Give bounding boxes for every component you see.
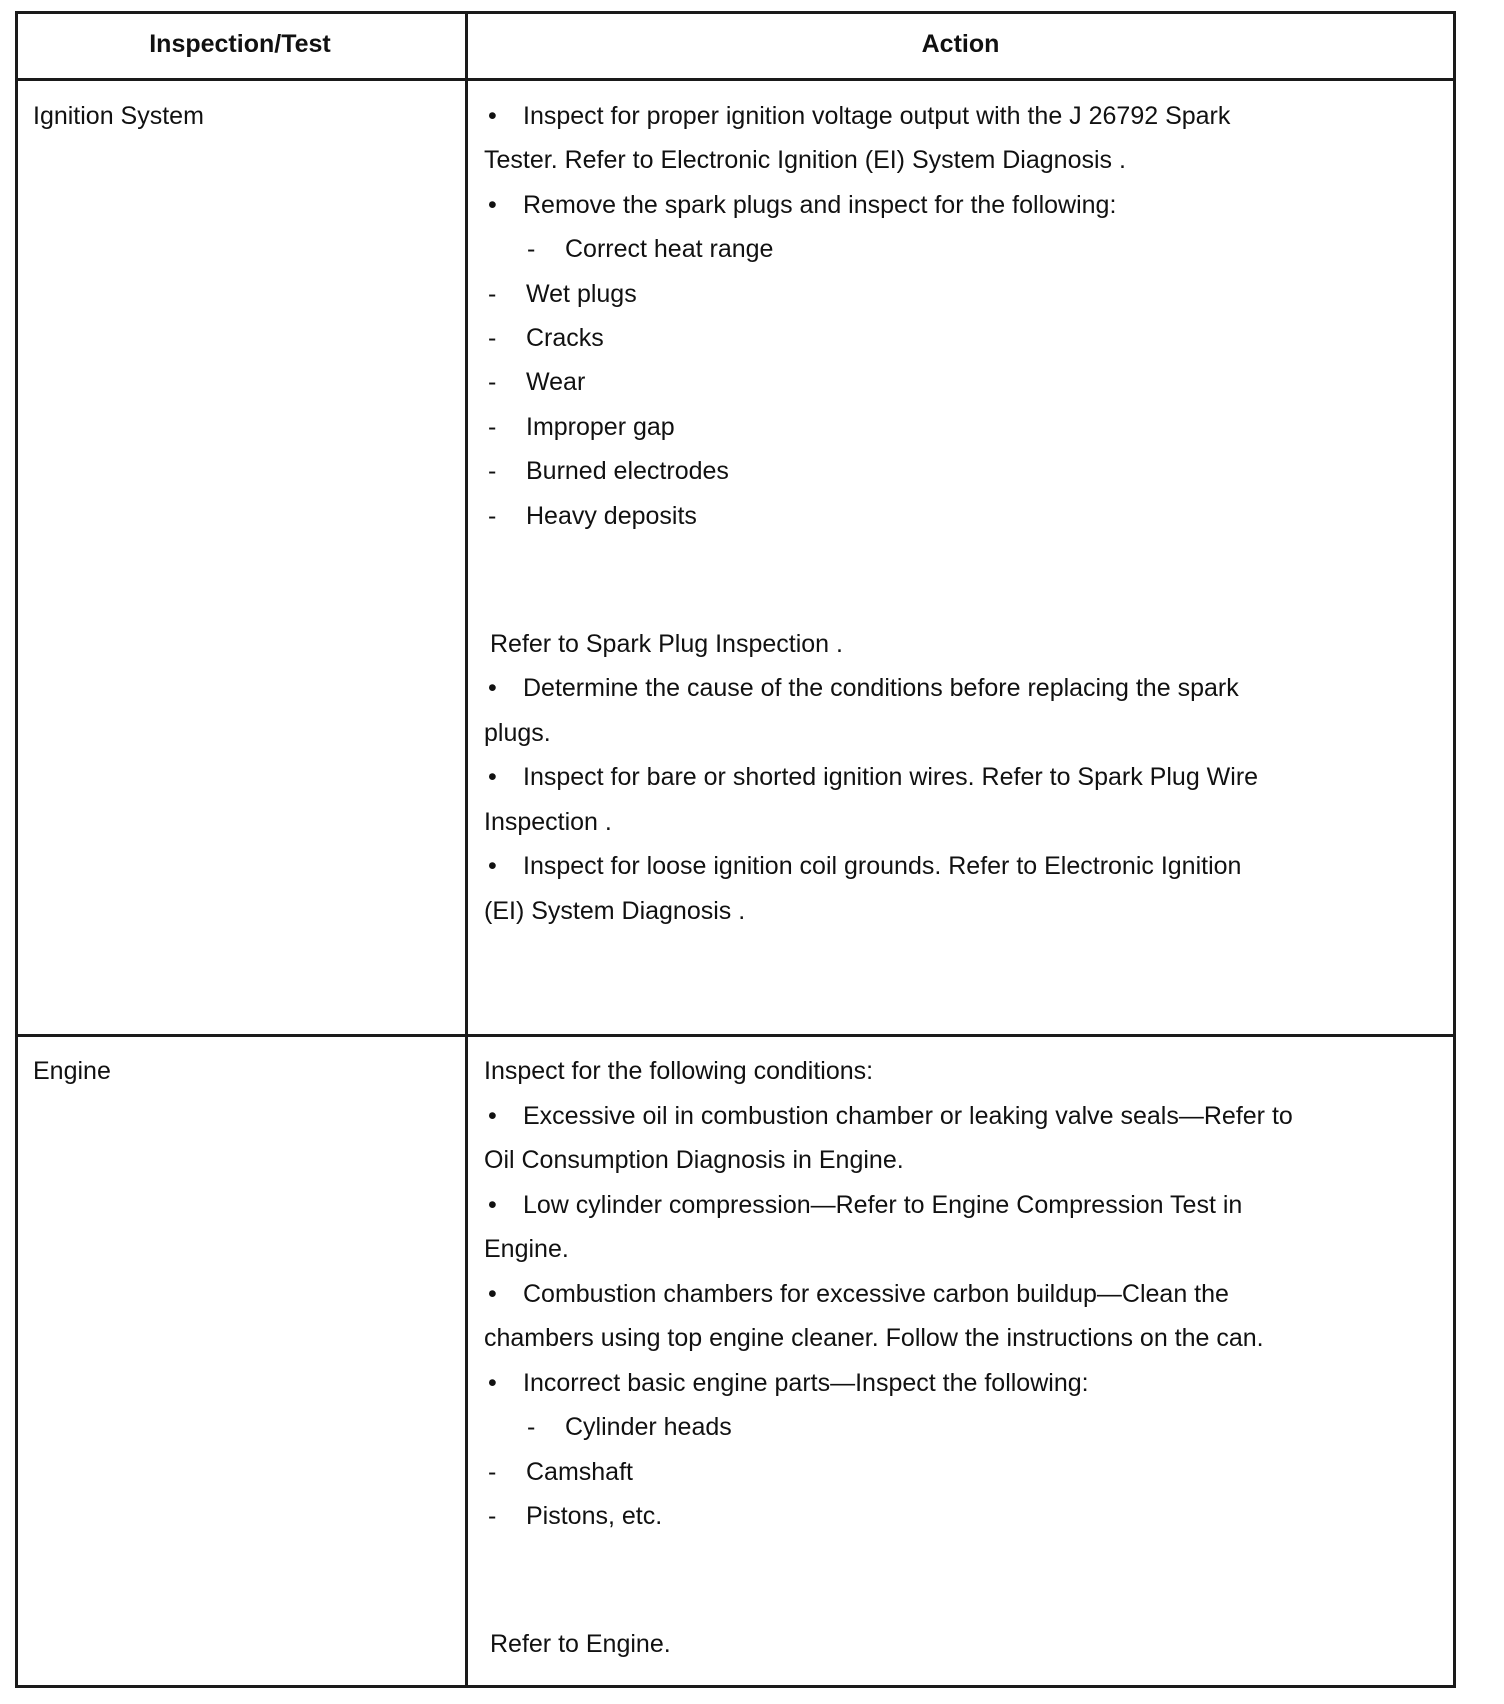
action-line: Tester. Refer to Electronic Ignition (EI) System Diagnosis .: [484, 146, 1126, 174]
column-divider: [465, 11, 468, 1688]
dash-mark: -: [488, 502, 497, 530]
action-line: Low cylinder compression—Refer to Engine Compression Test in: [523, 1191, 1243, 1219]
action-line: Cracks: [526, 324, 604, 352]
dash-mark: -: [488, 457, 497, 485]
header-bottom-border: [15, 78, 1456, 81]
header-action: Action: [921, 30, 1000, 58]
action-line: Inspect for proper ignition voltage output with the J 26792 Spark: [523, 102, 1231, 130]
action-line: Improper gap: [526, 413, 675, 441]
dash-mark: -: [488, 324, 497, 352]
action-line: Engine.: [484, 1235, 569, 1263]
action-line: Cylinder heads: [565, 1413, 732, 1441]
action-line: Pistons, etc.: [526, 1502, 663, 1530]
action-line: Inspect for the following conditions:: [484, 1057, 874, 1085]
action-line: Refer to Spark Plug Inspection .: [490, 630, 843, 658]
table-right-border: [1453, 11, 1456, 1688]
action-line: Remove the spark plugs and inspect for the following:: [523, 191, 1117, 219]
row-label-engine: Engine: [33, 1057, 111, 1085]
dash-mark: -: [488, 413, 497, 441]
bullet-mark: •: [488, 1191, 497, 1219]
action-line: plugs.: [484, 719, 551, 747]
bullet-mark: •: [488, 1280, 497, 1308]
action-line: Correct heat range: [565, 235, 774, 263]
action-line: Burned electrodes: [526, 457, 729, 485]
table-left-border: [15, 11, 18, 1688]
action-line: Camshaft: [526, 1458, 633, 1486]
bullet-mark: •: [488, 674, 497, 702]
action-line: Inspection .: [484, 808, 612, 836]
bullet-mark: •: [488, 763, 497, 791]
dash-mark: -: [527, 235, 536, 263]
action-line: Inspect for bare or shorted ignition wires. Refer to Spark Plug Wire: [523, 763, 1259, 791]
dash-mark: -: [488, 1502, 497, 1530]
action-line: Heavy deposits: [526, 502, 697, 530]
dash-mark: -: [527, 1413, 536, 1441]
bullet-mark: •: [488, 852, 497, 880]
action-line: Wet plugs: [526, 280, 637, 308]
diagnosis-table: [15, 11, 1456, 1688]
dash-mark: -: [488, 280, 497, 308]
action-line: Combustion chambers for excessive carbon buildup—Clean the: [523, 1280, 1229, 1308]
bullet-mark: •: [488, 1369, 497, 1397]
action-line: Excessive oil in combustion chamber or leaking valve seals—Refer to: [523, 1102, 1293, 1130]
table-bottom-border: [15, 1685, 1456, 1688]
action-line: Oil Consumption Diagnosis in Engine.: [484, 1146, 904, 1174]
action-line: (EI) System Diagnosis .: [484, 897, 746, 925]
action-line: Inspect for loose ignition coil grounds. Refer to Electronic Ignition: [523, 852, 1242, 880]
row-divider: [15, 1034, 1456, 1037]
bullet-mark: •: [488, 1102, 497, 1130]
row-label-ignition-system: Ignition System: [33, 102, 204, 130]
action-line: Wear: [526, 368, 586, 396]
table-top-border: [15, 11, 1456, 14]
bullet-mark: •: [488, 102, 497, 130]
dash-mark: -: [488, 368, 497, 396]
bullet-mark: •: [488, 191, 497, 219]
action-line: chambers using top engine cleaner. Follow the instructions on the can.: [484, 1324, 1264, 1352]
dash-mark: -: [488, 1458, 497, 1486]
action-line: Determine the cause of the conditions before replacing the spark: [523, 674, 1239, 702]
action-line: Incorrect basic engine parts—Inspect the following:: [523, 1369, 1089, 1397]
header-inspection-test: Inspection/Test: [149, 30, 331, 58]
action-line: Refer to Engine.: [490, 1630, 671, 1658]
